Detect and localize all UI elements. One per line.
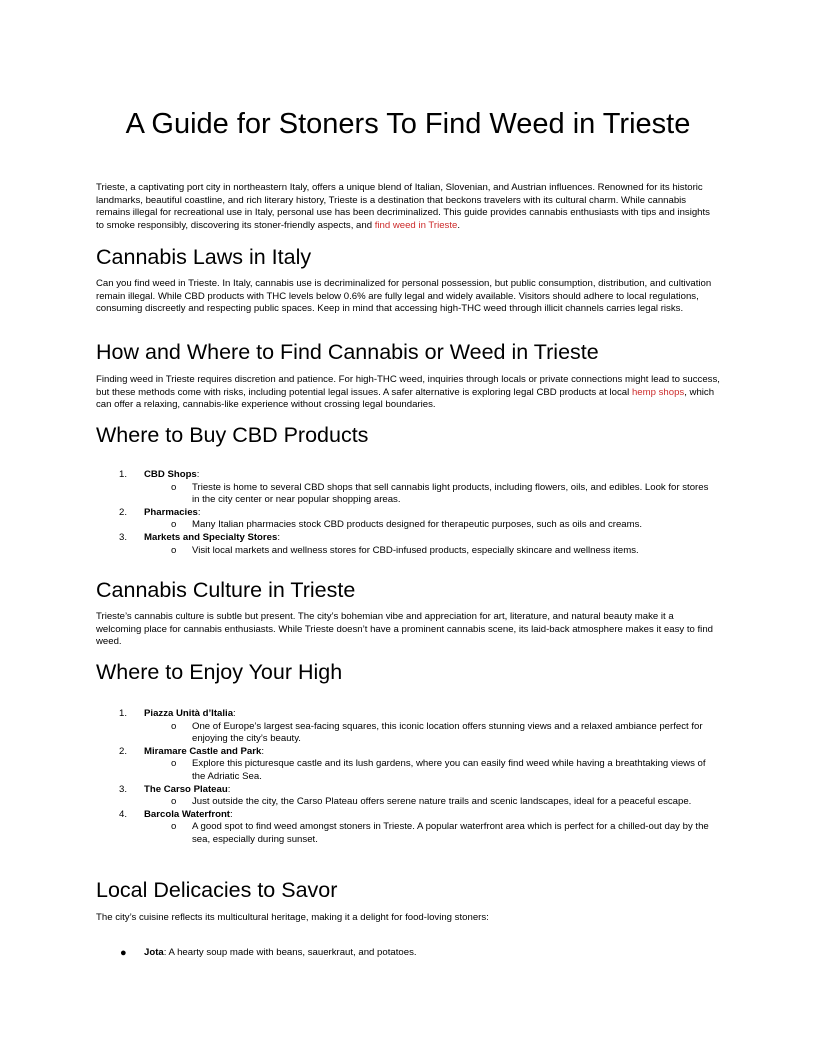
culture-heading: Cannabis Culture in Trieste (96, 578, 356, 602)
circle-bullet-icon: o (171, 821, 177, 833)
enjoy-heading: Where to Enjoy Your High (96, 660, 343, 684)
food-heading: Local Delicacies to Savor (96, 878, 338, 902)
enjoy-list (96, 708, 720, 847)
food-paragraph: The city’s cuisine reflects its multicultural heritage, making it a delight for food-loving stoners: (96, 912, 489, 923)
cbd-list (96, 469, 720, 557)
circle-bullet-icon: o (171, 519, 177, 531)
list-subitem: o Explore this picturesque castle and its lush gardens, where you can easily find weed while having a breathtaking views of the Adriatic Sea. (171, 758, 706, 782)
list-subitem: o Many Italian pharmacies stock CBD products designed for therapeutic purposes, such as oils and creams. (171, 519, 643, 531)
cbd-heading: Where to Buy CBD Products (96, 423, 369, 447)
bullet-icon: ● (120, 947, 127, 959)
page-title: A Guide for Stoners To Find Weed in Trieste (125, 108, 691, 140)
circle-bullet-icon: o (171, 796, 177, 808)
howwhere-heading: How and Where to Find Cannabis or Weed in Trieste (96, 340, 599, 364)
list-item: 4. Barcola Waterfront: (119, 808, 233, 820)
laws-heading: Cannabis Laws in Italy (96, 245, 312, 269)
find-weed-link[interactable]: find weed in Trieste (374, 219, 458, 231)
intro-paragraph: Trieste, a captivating port city in northeastern Italy, offers a unique blend of Italian, Slovenian, and Austrian influences. Renowned for its historic landmarks, beautiful coastline, and rich literary history, Trieste is a destination that beckons travelers with its cultural charm. While cannabis remains illegal for recreational use in Italy, personal use has been decriminalized. This guide provides cannabis enthusiasts with tips and insights to smoke responsibly, discovering its stoner-friendly aspects, and find weed in Trieste. (96, 182, 710, 231)
list-subitem: o Trieste is home to several CBD shops that sell cannabis light products, including flowers, oils, and edibles. Look for stores in the city center or near popular shopping areas. (171, 481, 709, 506)
list-subitem: o Just outside the city, the Carso Plateau offers serene nature trails and scenic landscapes, ideal for a peaceful escape. (171, 796, 692, 808)
hemp-shops-link[interactable]: hemp shops (631, 386, 685, 398)
howwhere-paragraph: Finding weed in Trieste requires discretion and patience. For high-THC weed, inquiries through locals or private connections might lead to success, but these methods come with risks, including potential legal issues. A safer alternative is exploring legal CBD products at local hemp shops, which can offer a relaxing, cannabis-like experience without crossing legal boundaries. (96, 374, 720, 411)
circle-bullet-icon: o (171, 758, 177, 770)
laws-paragraph: Can you find weed in Trieste. In Italy, cannabis use is decriminalized for personal possession, but public consumption, distribution, and cultivation remain illegal. While CBD products with THC levels below 0.6% are fully legal and widely available. Visitors should adhere to local regulations, consuming discreetly and respecting public spaces. Keep in mind that accessing high-THC weed through illicit channels carries legal risks. (96, 278, 712, 315)
circle-bullet-icon: o (171, 720, 177, 732)
list-subitem: o Visit local markets and wellness stores for CBD-infused products, especially skincare and wellness items. (171, 544, 639, 556)
list-item: 1. CBD Shops: (119, 469, 200, 480)
list-item: 1. Piazza Unità d’Italia: (119, 708, 236, 719)
culture-paragraph: Trieste’s cannabis culture is subtle but present. The city’s bohemian vibe and appreciation for art, literature, and natural beauty make it a welcoming place for cannabis enthusiasts. While Trieste doesn’t have a prominent cannabis scene, its laid-back atmosphere makes it easy to find weed. (96, 611, 713, 648)
food-bullet-item: ● Jota: A hearty soup made with beans, sauerkraut, and potatoes. (120, 947, 417, 959)
list-subitem: o A good spot to find weed amongst stoners in Trieste. A popular waterfront area which is perfect for a chilled-out day by the sea, especially during sunset. (171, 821, 709, 845)
list-item: 2. Miramare Castle and Park: (119, 745, 264, 757)
list-item: 2. Pharmacies: (119, 506, 201, 518)
circle-bullet-icon: o (171, 544, 177, 556)
list-item: 3. The Carso Plateau: (119, 783, 231, 795)
circle-bullet-icon: o (171, 481, 177, 493)
list-item: 3. Markets and Specialty Stores: (119, 531, 280, 543)
list-subitem: o One of Europe’s largest sea-facing squares, this iconic location offers stunning views and a relaxed ambiance perfect for enjoying the city’s beauty. (171, 720, 703, 745)
